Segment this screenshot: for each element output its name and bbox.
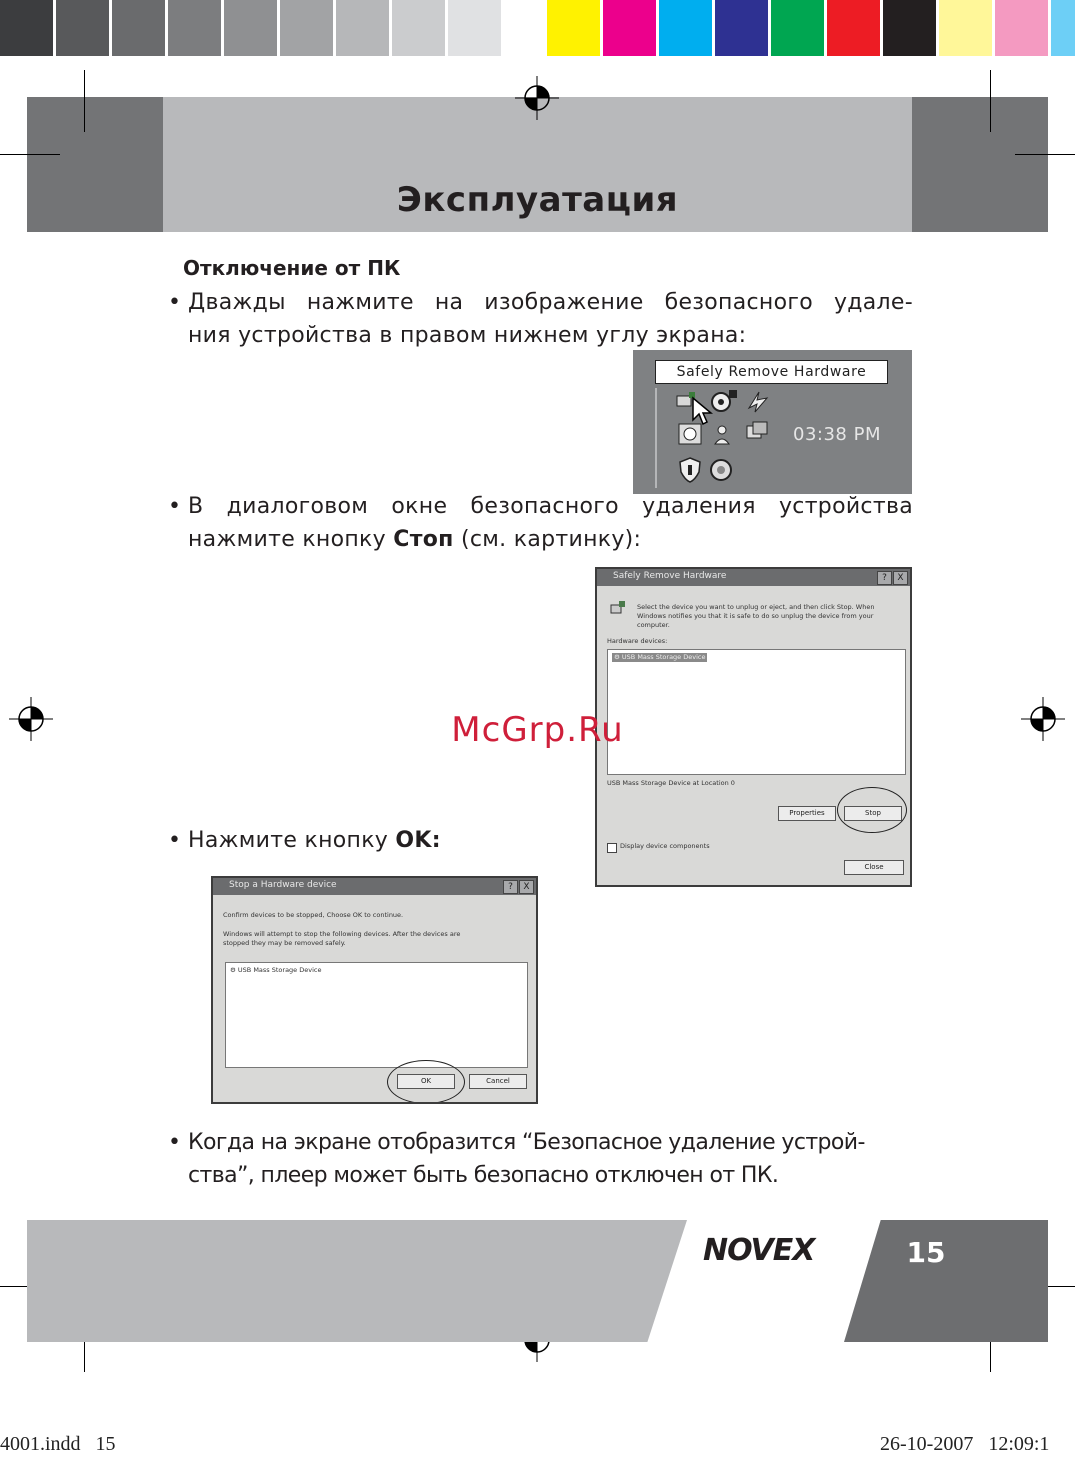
device-location: USB Mass Storage Device at Location 0 — [607, 779, 735, 787]
gray-ramp-bar — [0, 0, 560, 56]
step-2-line-2 — [188, 523, 913, 556]
step-2-line-1: В диалоговом окне безопасного удаления устройства — [188, 494, 913, 519]
help-button[interactable]: ? — [503, 880, 518, 894]
crop-mark — [990, 70, 991, 132]
tray-tooltip: Safely Remove Hardware — [655, 360, 888, 384]
description-line: Windows notifies you that it is safe to do so unplug the device from your — [637, 612, 874, 620]
footer-band — [27, 1220, 687, 1342]
slug-date: 26-10-2007 12:09:1 — [880, 1433, 1050, 1455]
step-2-text-end: (см. картинку): — [453, 527, 642, 552]
step-3-line — [188, 824, 568, 857]
dialog-title: Stop a Hardware device — [229, 880, 337, 890]
tray-sound-icon — [707, 456, 735, 484]
gray-swatch-1 — [0, 0, 53, 56]
close-button[interactable]: X — [893, 571, 908, 585]
display-components-label: Display device components — [620, 842, 710, 850]
tray-users-icon — [713, 422, 741, 446]
close-dialog-button[interactable]: Close — [844, 860, 904, 875]
hardware-icon — [609, 599, 627, 617]
header-left-block — [27, 97, 163, 232]
step-4-line-2: ства”, плеер может быть безопасно отключен от ПК. — [188, 1163, 779, 1188]
usb-device-icon: ⚙ — [230, 966, 238, 974]
ok-button[interactable]: OK — [397, 1074, 455, 1089]
cancel-button[interactable]: Cancel — [469, 1074, 527, 1089]
slug-file: 4001.indd 15 — [0, 1433, 116, 1455]
device-name: USB Mass Storage Device — [621, 653, 706, 661]
page-title: Эксплуатация — [396, 180, 679, 220]
tray-app-icon — [709, 388, 739, 414]
tray-screenshot — [633, 350, 912, 494]
device-name: USB Mass Storage Device — [237, 966, 322, 974]
bullet: • — [168, 290, 182, 315]
step-3 — [168, 824, 568, 857]
security-shield-icon — [677, 456, 703, 484]
mouse-cursor-icon — [691, 396, 713, 426]
tray-network-icon — [745, 388, 773, 414]
hardware-devices-label: Hardware devices: — [607, 637, 668, 645]
watermark: McGrp.Ru — [451, 710, 624, 750]
stop-hardware-device-dialog — [211, 876, 538, 1104]
dialog-title: Safely Remove Hardware — [613, 571, 727, 581]
warning-line: Windows will attempt to stop the following devices. After the devices are — [223, 930, 461, 938]
process-swatch-6 — [827, 0, 880, 56]
ok-highlight-oval — [387, 1060, 465, 1104]
step-2-text: нажмите кнопку — [188, 527, 394, 552]
tray-separator — [655, 388, 657, 488]
list-item[interactable] — [230, 966, 321, 975]
list-item[interactable] — [612, 653, 707, 662]
stop-button[interactable]: Stop — [844, 806, 902, 821]
step-3-text: Нажмите кнопку — [188, 828, 396, 853]
crop-mark — [0, 154, 60, 155]
process-swatch-9 — [995, 0, 1048, 56]
gray-swatch-8 — [392, 0, 445, 56]
process-swatch-4 — [715, 0, 768, 56]
display-components-checkbox[interactable] — [607, 843, 617, 853]
gray-swatch-7 — [336, 0, 389, 56]
header-right-block — [912, 97, 1048, 232]
gray-swatch-4 — [168, 0, 221, 56]
bullet: • — [168, 494, 182, 519]
usb-device-icon: ⚙ — [614, 653, 622, 661]
registration-mark-icon — [515, 76, 559, 120]
gray-swatch-6 — [280, 0, 333, 56]
tray-monitor-icon — [743, 420, 771, 446]
process-swatch-8 — [939, 0, 992, 56]
bullet: • — [168, 828, 182, 853]
warning-line: stopped they may be removed safely. — [223, 939, 346, 947]
step-4 — [168, 1126, 913, 1192]
step-4-line-1: Когда на экране отобразится “Безопасное удаление устрой- — [188, 1130, 865, 1155]
confirm-text: Confirm devices to be stopped, Choose OK to continue. — [223, 911, 404, 919]
process-swatch-10 — [1051, 0, 1075, 56]
crop-mark — [1015, 154, 1075, 155]
novex-logo: NOVEX — [703, 1233, 815, 1268]
properties-button[interactable]: Properties — [778, 806, 836, 821]
description-line: Select the device you want to unplug or eject, and then click Stop. When — [637, 603, 875, 611]
gray-swatch-3 — [112, 0, 165, 56]
process-swatch-5 — [771, 0, 824, 56]
process-swatch-7 — [883, 0, 936, 56]
stop-keyword: Стоп — [393, 527, 454, 552]
gray-swatch-2 — [56, 0, 109, 56]
process-swatch-3 — [659, 0, 712, 56]
step-1-line-2: ния устройства в правом нижнем углу экрана: — [188, 323, 747, 348]
close-button[interactable]: X — [519, 880, 534, 894]
bullet: • — [168, 1130, 181, 1155]
step-1-line-1: Дважды нажмите на изображение безопасного удале- — [188, 290, 913, 315]
process-swatch-2 — [603, 0, 656, 56]
section-title: Отключение от ПК — [183, 256, 401, 280]
ok-keyword: OK: — [395, 828, 441, 853]
step-1 — [168, 286, 913, 352]
crop-mark — [84, 70, 85, 132]
help-button[interactable]: ? — [877, 571, 892, 585]
description-line: computer. — [637, 621, 670, 629]
process-swatch-1 — [547, 0, 600, 56]
process-color-bar — [547, 0, 1075, 56]
devices-to-stop-list[interactable] — [225, 962, 528, 1068]
tray-clock: 03:38 PM — [793, 424, 881, 445]
gray-swatch-5 — [224, 0, 277, 56]
stop-highlight-oval — [837, 787, 907, 833]
gray-swatch-9 — [448, 0, 501, 56]
step-2 — [168, 490, 913, 556]
page-number: 15 — [906, 1236, 946, 1269]
